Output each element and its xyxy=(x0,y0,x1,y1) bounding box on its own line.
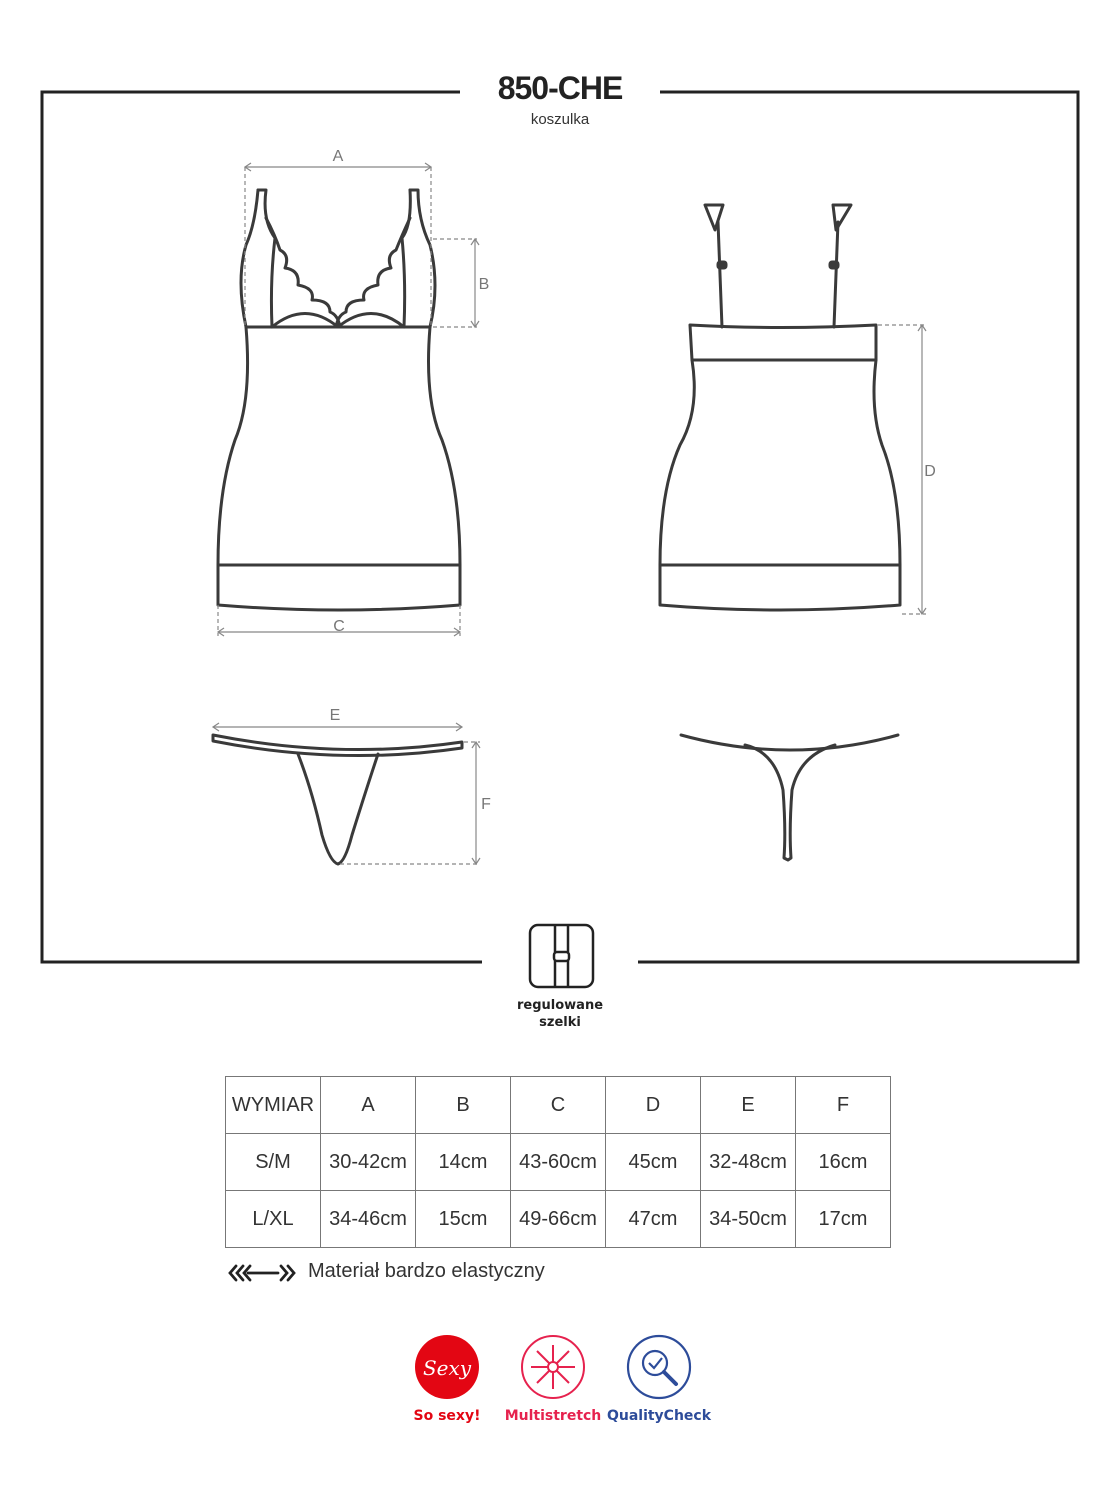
table-cell: S/M xyxy=(226,1134,321,1191)
feature-label xyxy=(480,997,640,1031)
table-row xyxy=(226,1134,891,1191)
chemise-back-drawing xyxy=(660,205,900,610)
dim-label-d: D xyxy=(924,463,936,480)
feature-label-line2: szelki xyxy=(539,1015,581,1030)
table-cell: 34-46cm xyxy=(321,1191,416,1248)
dim-label-b: B xyxy=(478,276,490,293)
table-cell: 32-48cm xyxy=(701,1134,796,1191)
table-cell: 45cm xyxy=(606,1134,701,1191)
table-cell: 15cm xyxy=(416,1191,511,1248)
table-cell: 43-60cm xyxy=(511,1134,606,1191)
adjustable-straps-icon xyxy=(530,925,593,987)
badge-label-sexy: So sexy! xyxy=(413,1408,481,1424)
badge-label-multistretch: Multistretch xyxy=(504,1408,602,1424)
thong-front-drawing xyxy=(213,735,462,864)
size-table-header-row xyxy=(226,1077,891,1134)
table-header-cell: WYMIAR xyxy=(226,1077,321,1134)
dim-label-e: E xyxy=(329,707,341,724)
table-cell: 16cm xyxy=(796,1134,891,1191)
table-header-cell: D xyxy=(606,1077,701,1134)
sexy-badge-icon xyxy=(415,1335,479,1399)
material-note: Materiał bardzo elastyczny xyxy=(308,1260,545,1282)
product-type: koszulka xyxy=(530,111,590,128)
quality-check-badge-icon xyxy=(628,1336,690,1398)
dim-label-a: A xyxy=(332,148,344,165)
sexy-icon-text: Sexy xyxy=(422,1356,472,1380)
table-cell: L/XL xyxy=(226,1191,321,1248)
table-cell: 34-50cm xyxy=(701,1191,796,1248)
table-cell: 49-66cm xyxy=(511,1191,606,1248)
chemise-front-drawing xyxy=(218,190,460,610)
table-cell: 47cm xyxy=(606,1191,701,1248)
table-header-cell: E xyxy=(701,1077,796,1134)
table-cell: 14cm xyxy=(416,1134,511,1191)
feature-label-line1: regulowane xyxy=(516,998,604,1013)
table-header-cell: C xyxy=(511,1077,606,1134)
table-header-cell: B xyxy=(416,1077,511,1134)
table-cell: 30-42cm xyxy=(321,1134,416,1191)
table-header-cell: F xyxy=(796,1077,891,1134)
badge-label-qualitycheck: QualityCheck xyxy=(606,1408,712,1424)
product-code: 850-CHE xyxy=(497,70,623,106)
dimension-lines-back xyxy=(878,325,926,614)
dim-label-f: F xyxy=(481,796,491,813)
size-table xyxy=(225,1076,891,1248)
table-row xyxy=(226,1191,891,1248)
table-cell: 17cm xyxy=(796,1191,891,1248)
dim-label-c: C xyxy=(333,618,345,635)
stretch-arrows-icon xyxy=(230,1266,294,1280)
thong-back-drawing xyxy=(681,735,898,860)
table-header-cell: A xyxy=(321,1077,416,1134)
multistretch-badge-icon xyxy=(522,1336,584,1398)
